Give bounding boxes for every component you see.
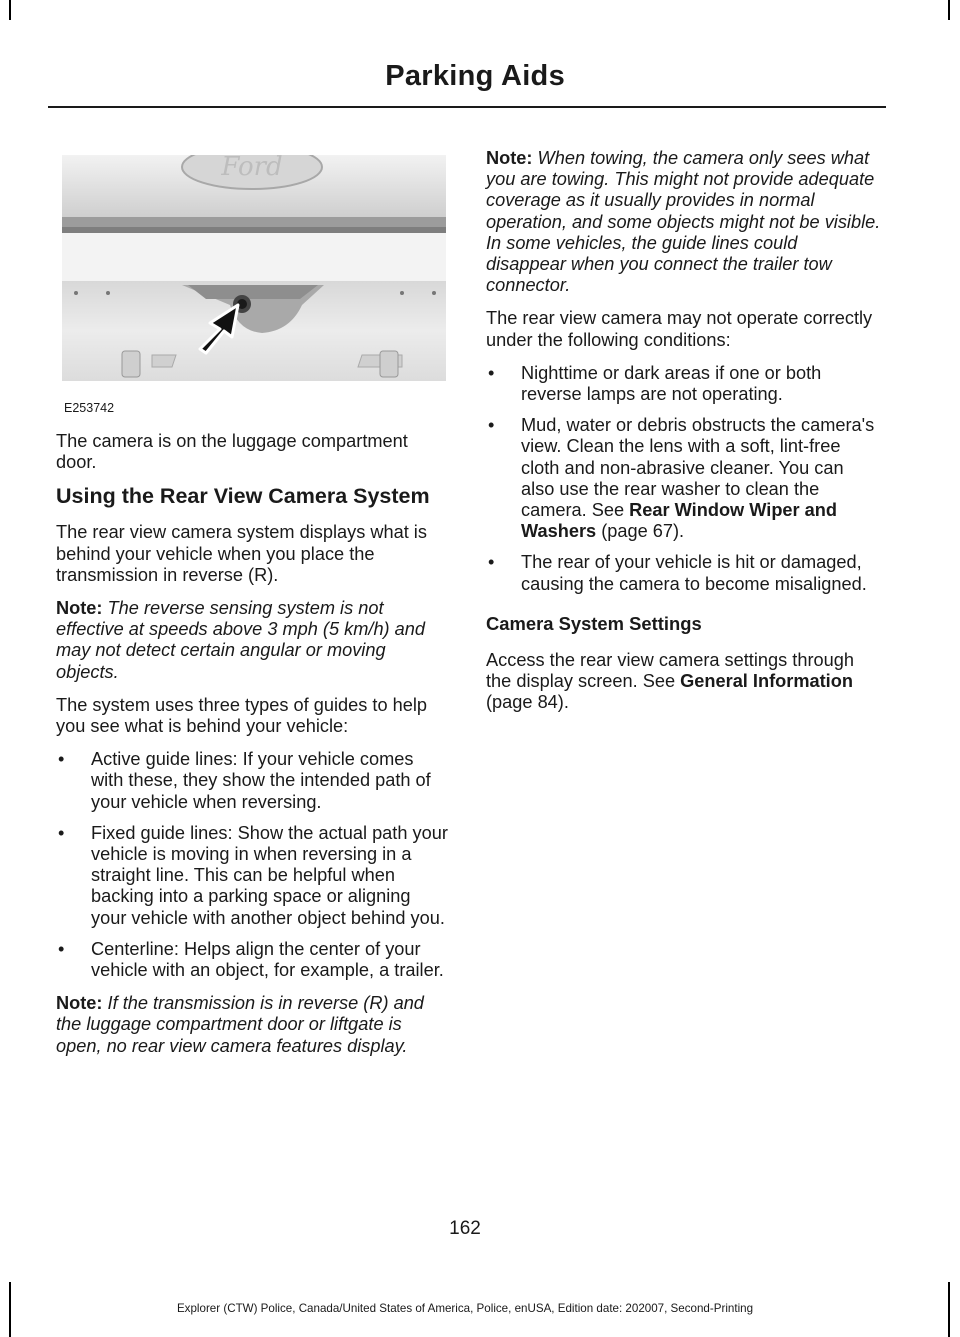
crop-mark-top-right: [948, 0, 950, 20]
note-liftgate: [56, 993, 450, 1057]
condition-text: The rear of your vehicle is hit or damaged, causing the camera to become misaligned.: [521, 552, 867, 594]
note-text: If the transmission is in reverse (R) and the luggage compartment door or liftgate is open, no rear view camera features display.: [56, 993, 424, 1056]
note-label: Note:: [486, 148, 533, 168]
note-towing: [486, 148, 881, 296]
conditions-list: [486, 363, 881, 595]
list-item: • Fixed guide lines: Show the actual path your vehicle is moving in when reversing in a straight line. This can be helpful when backing into a parking space or aligning your vehicle with another object behind you.: [56, 823, 450, 929]
page-reference: (page 67).: [596, 521, 685, 542]
conditions-intro: The rear view camera may not operate correctly under the following conditions:: [486, 308, 873, 350]
footer-text: Explorer (CTW) Police, Canada/United States of America, Police, enUSA, Edition date: 202007, Second-Printing: [176, 1302, 754, 1315]
general-information-link[interactable]: General Information: [680, 671, 853, 692]
note-label: Note:: [56, 993, 103, 1014]
page-reference: (page 84).: [486, 692, 569, 713]
note-text: When towing, the camera only sees what you are towing. This might not provide adequate coverage as it usually provides in normal operation, and some objects might not be visible. In some vehicles, the guide lines could disappear when you connect the trailer tow connector.: [486, 148, 881, 296]
list-item: • Active guide lines: If your vehicle comes with these, they show the intended path of your vehicle when reversing.: [56, 749, 450, 813]
intro-paragraph: The rear view camera system displays what is behind your vehicle when you place the transmission in reverse (R).: [56, 522, 427, 585]
header-rule: [48, 106, 886, 108]
page-title: Parking Aids: [385, 60, 565, 92]
guides-list: [56, 749, 450, 981]
figure-caption: The camera is on the luggage compartment door.: [56, 431, 408, 473]
list-item: • Centerline: Helps align the center of your vehicle with an object, for example, a trailer.: [56, 939, 450, 981]
section-heading: Using the Rear View Camera System: [56, 484, 430, 509]
note-text: The reverse sensing system is not effective at speeds above 3 mph (5 km/h) and may not detect certain angular or moving objects.: [56, 598, 426, 682]
settings-paragraph: [486, 650, 881, 714]
svg-text:Ford: Ford: [221, 155, 283, 182]
left-column: [56, 431, 450, 1069]
figure-code: E253742: [64, 401, 115, 415]
right-column: [486, 148, 881, 726]
rear-wiper-link[interactable]: Rear Window Wiper and Washers: [521, 500, 838, 542]
crop-mark-bottom-right: [948, 1282, 950, 1337]
guides-intro: The system uses three types of guides to help you see what is behind your vehicle:: [56, 694, 428, 737]
note-label: Note:: [56, 598, 103, 619]
page-number: 162: [449, 1218, 481, 1239]
list-item: [486, 552, 881, 594]
note-speed: [56, 598, 450, 683]
list-item: [486, 415, 881, 542]
crop-mark-top-left: [9, 0, 11, 20]
camera-location-illustration: [62, 155, 446, 381]
subsection-heading: Camera System Settings: [486, 612, 702, 634]
settings-text: Access the rear view camera settings through the display screen. See: [486, 650, 854, 692]
condition-text: Mud, water or debris obstructs the camera's view. Clean the lens with a soft, lint-free cloth and non-abrasive cleaner. You can also use the rear washer to clean the camera. See: [521, 415, 875, 521]
condition-text: Nighttime or dark areas if one or both reverse lamps are not operating.: [521, 362, 822, 405]
list-item: [486, 363, 881, 405]
